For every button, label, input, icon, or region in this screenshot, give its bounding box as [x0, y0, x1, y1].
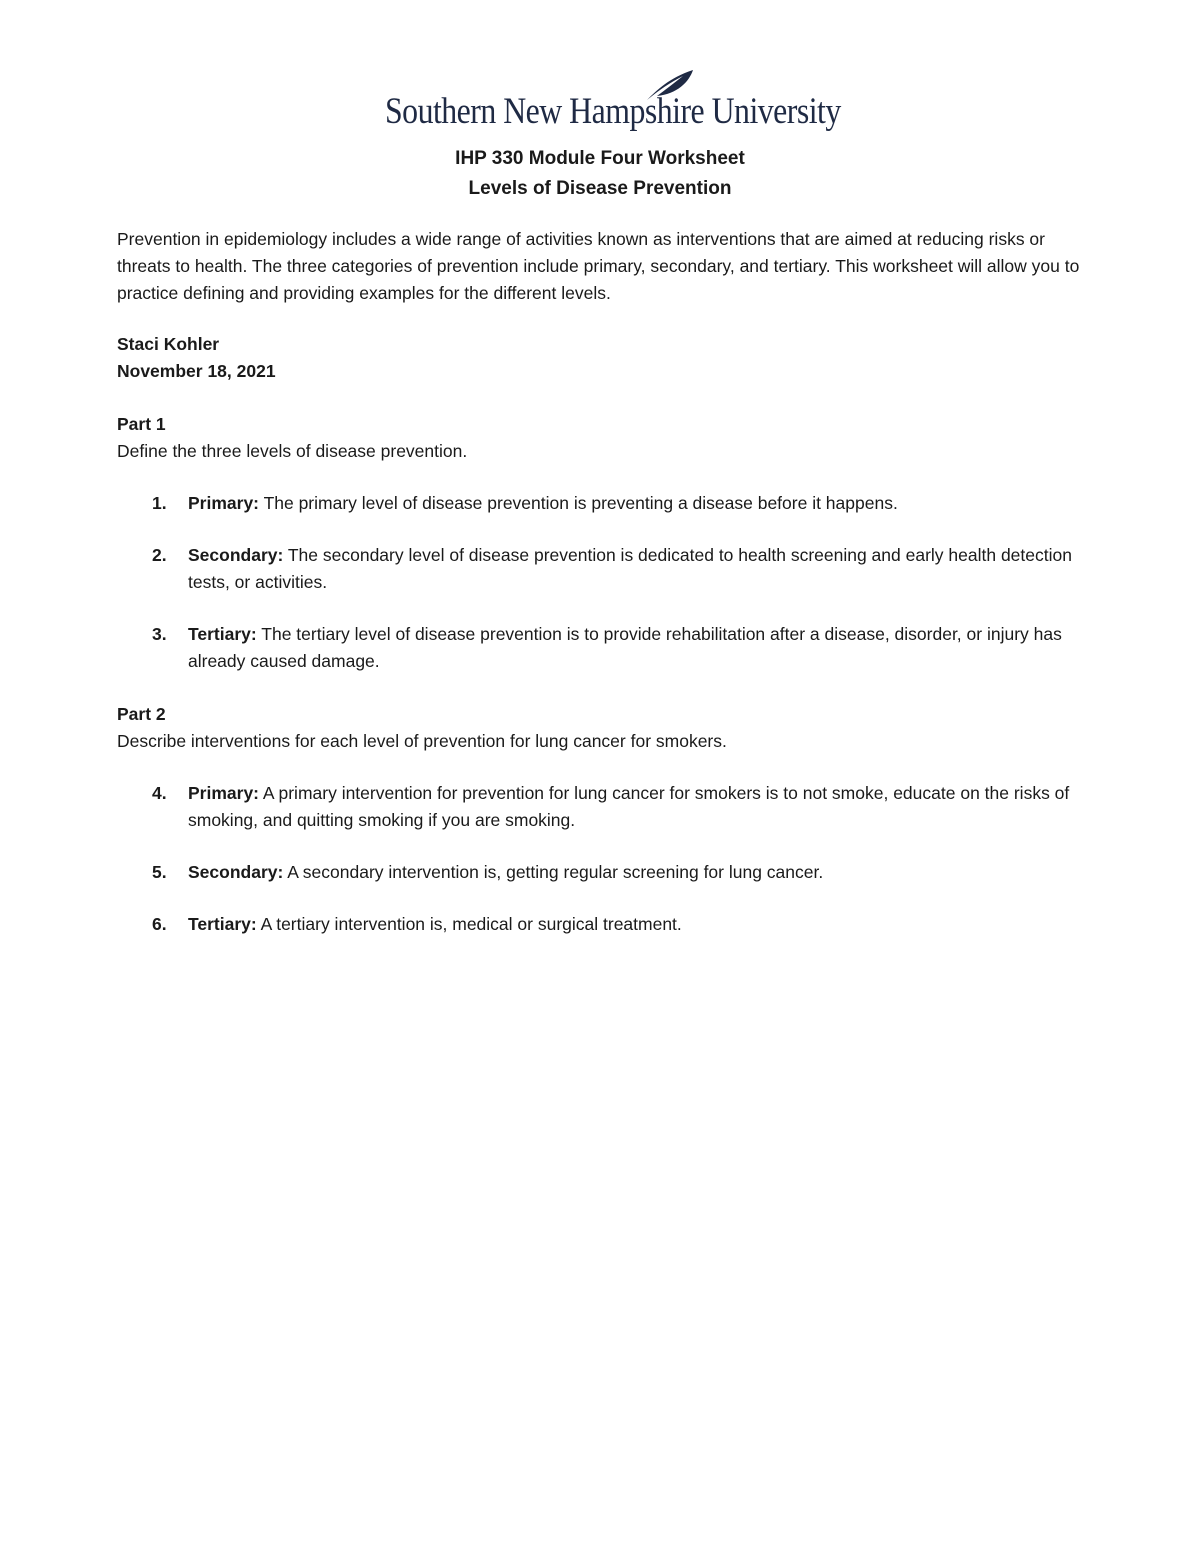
- author-date: November 18, 2021: [117, 361, 276, 381]
- list-item: [117, 859, 1097, 886]
- leaf-icon: [643, 68, 695, 102]
- part2-list: [117, 780, 1097, 938]
- list-item-text: A primary intervention for prevention for lung cancer for smokers is to not smoke, educate on the risks of smoking, and quitting smoking if you are smoking.: [188, 783, 1070, 830]
- list-item-number: 4.: [152, 783, 167, 803]
- part1-heading: Part 1: [117, 414, 166, 434]
- list-item: [117, 780, 1097, 834]
- author-name: Staci Kohler: [117, 334, 220, 354]
- list-item-text: The secondary level of disease prevention is dedicated to health screening and early health detection tests, or activities.: [188, 545, 1072, 592]
- list-item-label: Tertiary:: [188, 914, 257, 934]
- university-logo: [385, 68, 841, 138]
- list-item-label: Tertiary:: [188, 624, 257, 644]
- list-item-label: Secondary:: [188, 545, 284, 565]
- list-item-label: Primary:: [188, 493, 260, 513]
- university-logo-text: Southern New Hampshire University: [385, 91, 841, 132]
- list-item-text: A secondary intervention is, getting regular screening for lung cancer.: [287, 862, 824, 882]
- part2-heading: Part 2: [117, 704, 166, 724]
- list-item: [117, 621, 1097, 675]
- list-item-number: 5.: [152, 862, 167, 882]
- part2-section: [117, 701, 1097, 938]
- list-item-number: 3.: [152, 624, 167, 644]
- list-item-number: 1.: [152, 493, 167, 513]
- list-item-text: The primary level of disease prevention is preventing a disease before it happens.: [263, 493, 898, 513]
- list-item-label: Secondary:: [188, 862, 284, 882]
- intro-paragraph: Prevention in epidemiology includes a wide range of activities known as interventions that are aimed at reducing risks or threats to health. The three categories of prevention include primary, secondary, and tertiary. This worksheet will allow you to practice defining and providing examples for the different levels.: [117, 229, 1080, 303]
- part1-prompt: Define the three levels of disease prevention.: [117, 441, 468, 461]
- document-title: IHP 330 Module Four Worksheet: [455, 148, 745, 169]
- list-item-number: 6.: [152, 914, 167, 934]
- list-item-text: A tertiary intervention is, medical or surgical treatment.: [260, 914, 682, 934]
- document-subtitle: Levels of Disease Prevention: [468, 178, 732, 199]
- list-item: [117, 542, 1097, 596]
- list-item-label: Primary:: [188, 783, 260, 803]
- list-item-text: The tertiary level of disease prevention is to provide rehabilitation after a disease, disorder, or injury has already caused damage.: [188, 624, 1062, 671]
- part1-section: [117, 411, 1097, 675]
- part2-prompt: Describe interventions for each level of prevention for lung cancer for smokers.: [117, 731, 727, 751]
- list-item-number: 2.: [152, 545, 167, 565]
- part1-list: [117, 490, 1097, 675]
- list-item: [117, 490, 1097, 517]
- list-item: [117, 911, 1097, 938]
- document-titles: [0, 144, 1200, 204]
- author-block: [117, 331, 1097, 385]
